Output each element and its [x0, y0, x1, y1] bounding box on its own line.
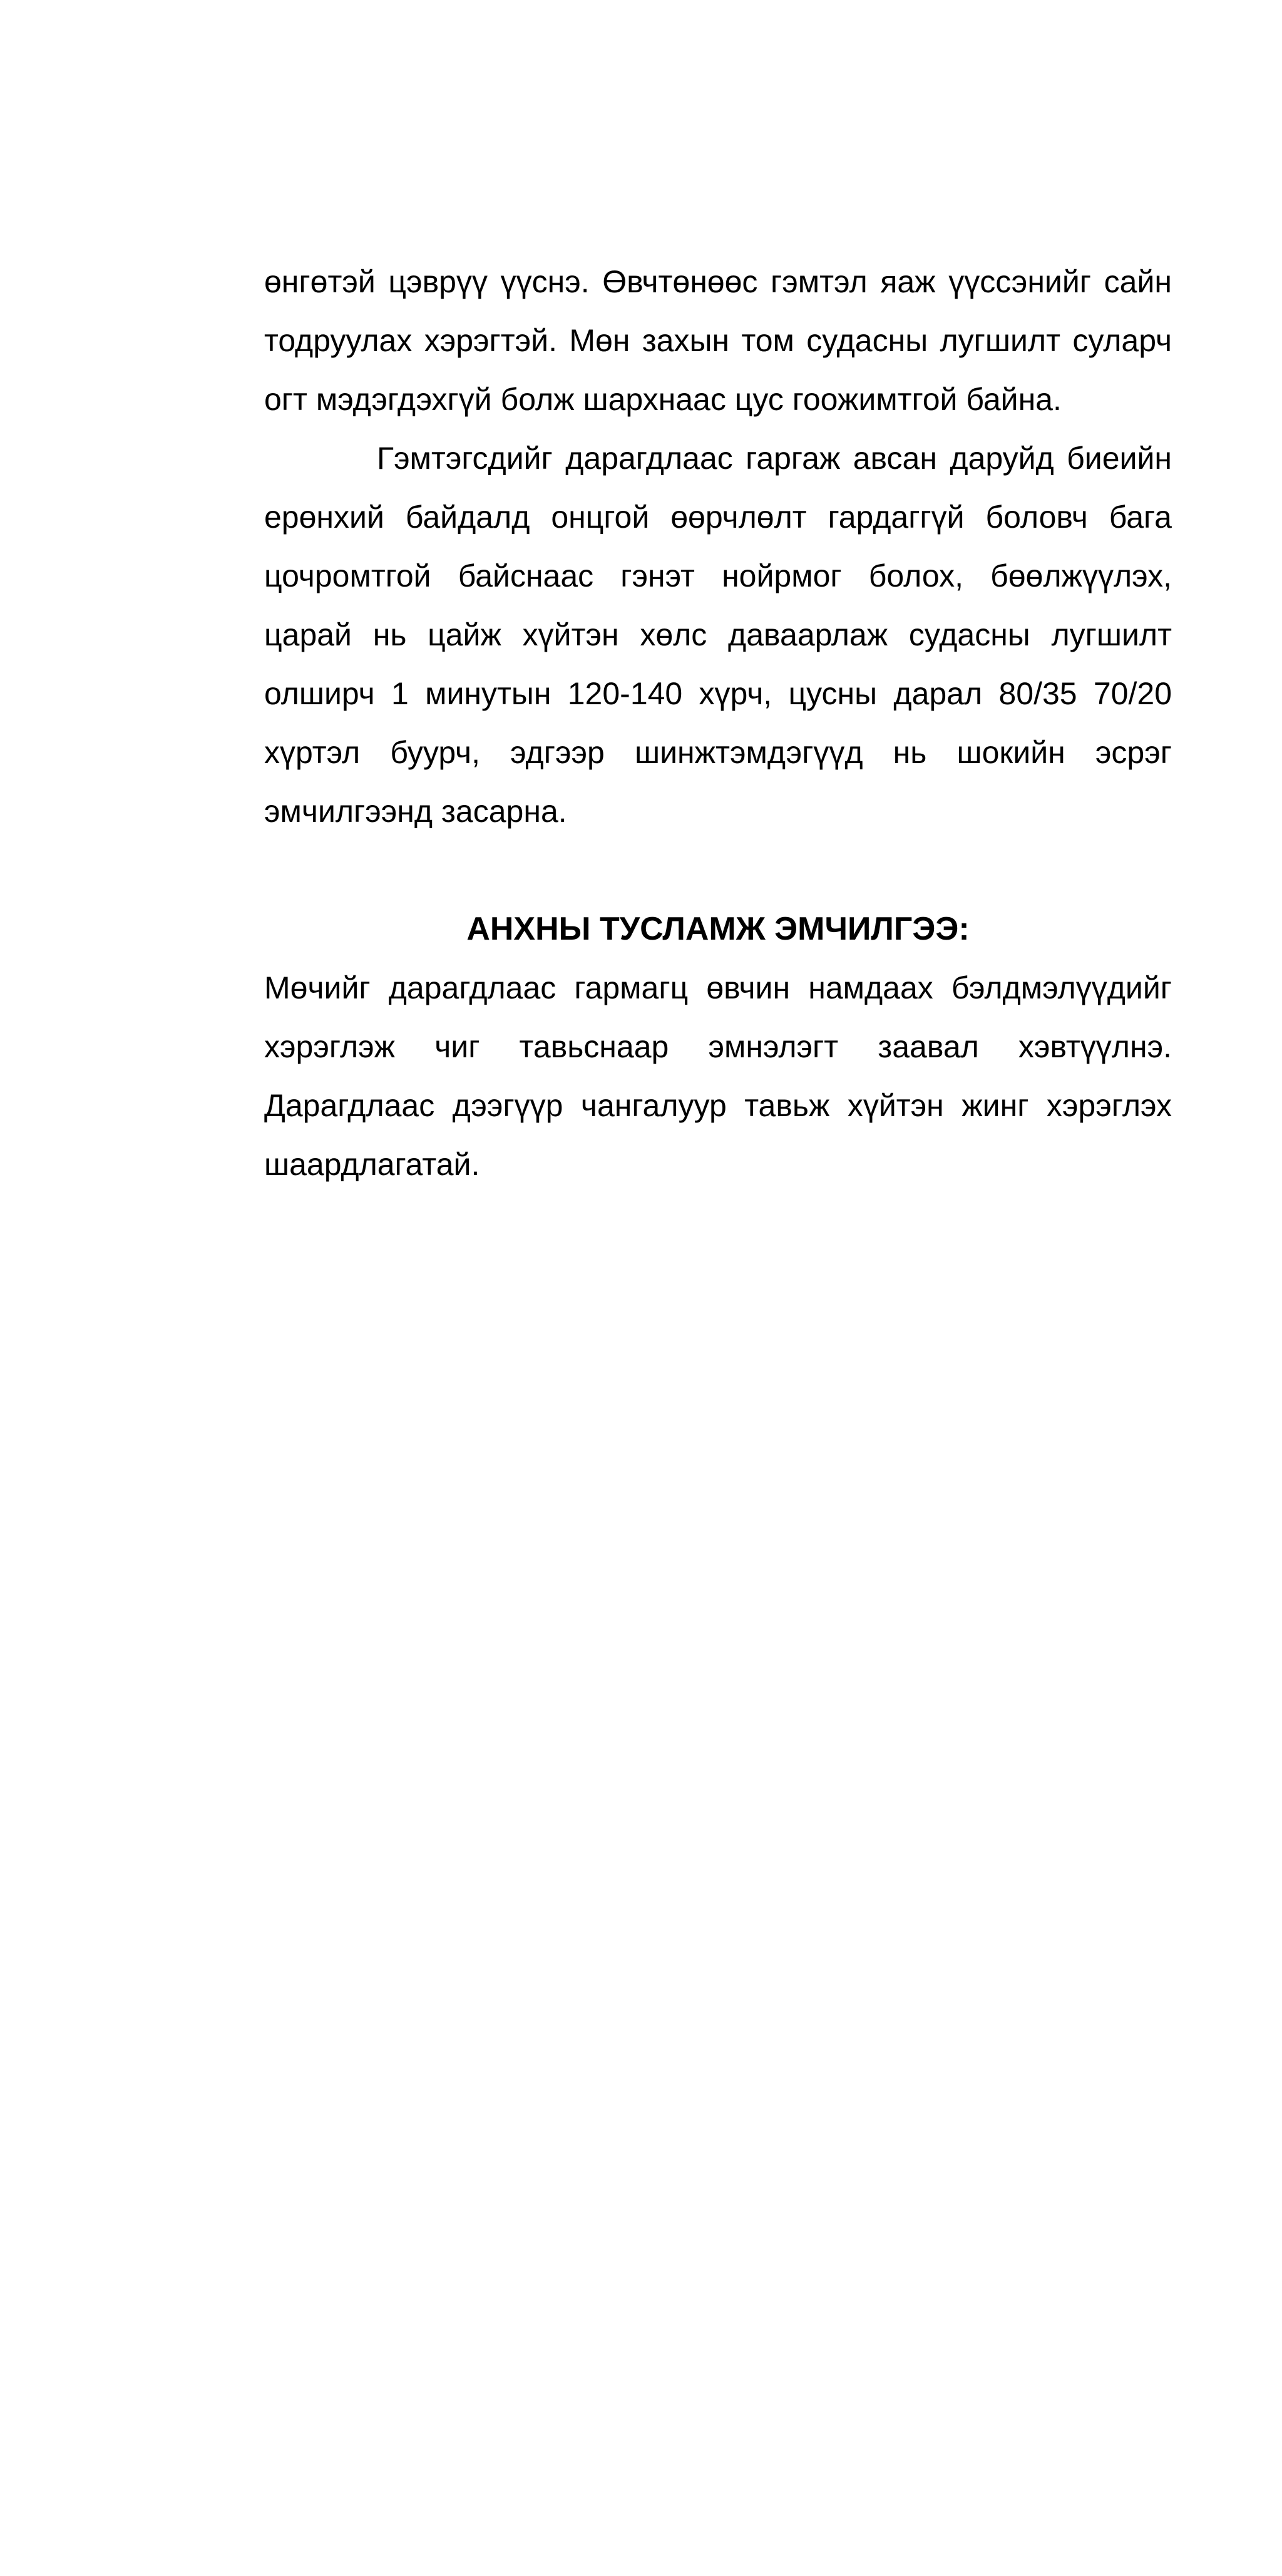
paragraph-first-aid: Мөчийг дарагдлаас гармагц өвчин намдаах бэлдмэлүүдийг хэрэглэж чиг тавьснаар эмнэлэгт заавал хэвтүүлнэ. Дарагдлаас дээгүүр чангалуур тавьж хүйтэн жинг хэрэглэх шаардлагатай. — [264, 970, 1172, 1182]
paragraph-symptoms: өнгөтэй цэврүү үүснэ. Өвчтөнөөс гэмтэл яаж үүссэнийг сайн тодруулах хэрэгтэй. Мөн захын том судасны лугшилт суларч огт мэдэгдэхгүй болж шархнаас цус гоожимтгой байна. — [264, 264, 1172, 417]
section-heading-first-aid: АНХНЫ ТУСЛАМЖ ЭМЧИЛГЭЭ: — [466, 911, 970, 947]
paragraph-after-extraction: Гэмтэгсдийг дарагдлаас гаргаж авсан даруйд биеийн ерөнхий байдалд онцгой өөрчлөлт гардаггүй боловч бага цочромтгой байснаас гэнэт нойрмог болох, бөөлжүүлэх, царай нь цайж хүйтэн хөлс даваарлаж судасны лугшилт олширч 1 минутын 120-140 хүрч, цусны дарал 80/35 70/20 хүртэл буурч, эдгээр шинжтэмдэгүүд нь шокийн эсрэг эмчилгээнд засарна. — [264, 441, 1172, 829]
document-body — [264, 252, 1172, 1194]
